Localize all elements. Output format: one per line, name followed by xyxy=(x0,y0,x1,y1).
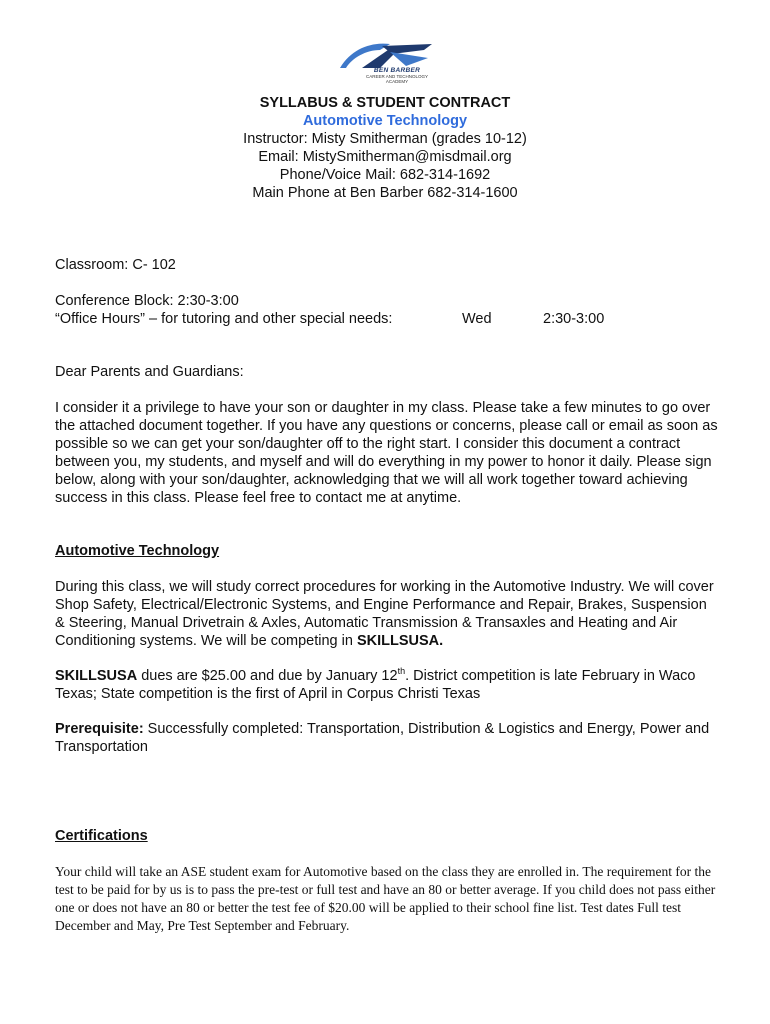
phone-line: Phone/Voice Mail: 682-314-1692 xyxy=(279,167,491,183)
prerequisite-paragraph xyxy=(55,720,720,756)
document-title: SYLLABUS & STUDENT CONTRACT xyxy=(259,95,511,111)
skillsusa-paragraph xyxy=(55,667,720,703)
course-title: Automotive Technology xyxy=(302,113,468,129)
instructor-line: Instructor: Misty Smitherman (grades 10-12) xyxy=(243,131,527,147)
email-line: Email: MistySmitherman@misdmail.org xyxy=(258,149,512,165)
prerequisite-text: Successfully completed: Transportation, Distribution & Logistics and Energy, Power and Transportation xyxy=(55,721,710,755)
automotive-heading: Automotive Technology xyxy=(55,543,220,559)
skillsusa-inline: SKILLSUSA. xyxy=(356,633,444,649)
conference-line: Conference Block: 2:30-3:00 xyxy=(55,293,239,309)
main-phone-line: Main Phone at Ben Barber 682-314-1600 xyxy=(252,185,518,201)
classroom-line: Classroom: C- 102 xyxy=(55,257,176,273)
skillsusa-sup: th xyxy=(397,666,406,677)
letter-body: I consider it a privilege to have your son or daughter in my class. Please take a few minutes to go over the attached document together. If you have any questions or concerns, please call or email as soon as possible so we can get your son/daughter off to the right start. I consider this document a contract between you, my students, and myself and will do everything in my power to honor it daily. Please sign below, along with your son/daughter, acknowledging that we will all work together toward achieving success in this class. Please feel free to contact me at anytime. xyxy=(55,400,718,506)
certifications-heading: Certifications xyxy=(55,828,148,844)
certifications-body: Your child will take an ASE student exam for Automotive based on the class they are enrolled in. The requirement for the test to be paid for by us is to pass the pre-test or full test and have an 80 or better average. If you child does not pass either one or does not have an 80 or better the test fee of $20.00 will be applied to their school fine list. Test dates Full test December and May, Pre Test September and February. xyxy=(55,864,716,933)
logo-text xyxy=(352,67,442,84)
automotive-body-text: During this class, we will study correct procedures for working in the Automotive Industry. We will cover Shop Safety, Electrical/Electronic Systems, and Engine Performance and Repair, Brakes, Suspension & Steering, Manual Drivetrain & Axles, Automatic Transmission & Transaxles and Heating and Air Conditioning systems. We will be competing in xyxy=(55,579,714,649)
document-header xyxy=(0,94,770,202)
prerequisite-label: Prerequisite: xyxy=(55,721,144,737)
logo-arrow xyxy=(390,52,428,66)
skillsusa-dues: dues are $25.00 and due by January 12 xyxy=(137,668,398,684)
skillsusa-competition: . District competition is late February in Waco Texas; State competition is the first of April in Corpus Christi Texas xyxy=(55,668,696,702)
office-hours-day: Wed xyxy=(462,311,492,327)
skillsusa-label: SKILLSUSA xyxy=(55,668,138,684)
logo-subtitle-2: ACADEMY xyxy=(385,79,409,84)
salutation: Dear Parents and Guardians: xyxy=(55,364,244,380)
automotive-body xyxy=(55,578,720,650)
logo-name: BEN BARBER xyxy=(373,67,421,74)
office-hours-label: “Office Hours” – for tutoring and other special needs: xyxy=(55,311,393,327)
office-hours-time: 2:30-3:00 xyxy=(543,311,605,327)
logo-subtitle-1: CAREER AND TECHNOLOGY xyxy=(366,74,428,79)
